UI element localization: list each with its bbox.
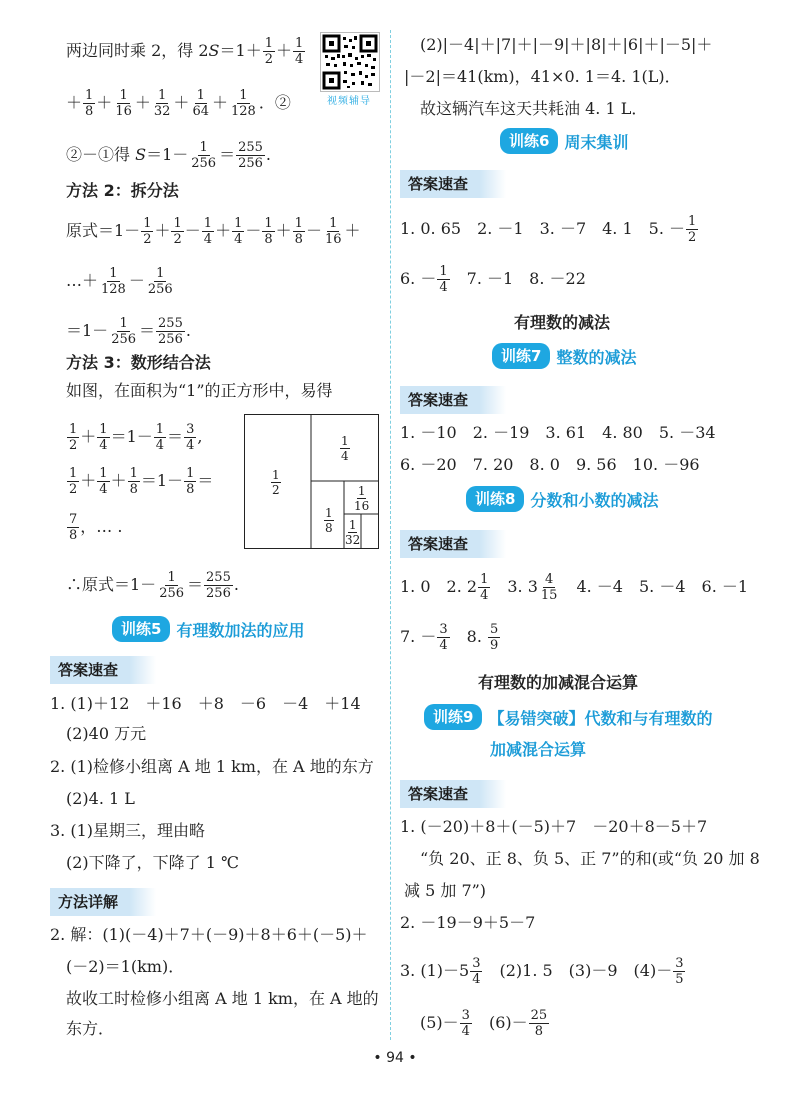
line-sum-continued: ＋ $\frac{1}{8}$ ＋ $\frac{1}{16}$ ＋ $\frac{1}{32}$ ＋ $\frac{1}{64}$ ＋ $\frac{1}{128}$ ．② [66,88,291,119]
training-6-banner [500,128,628,154]
method-3-heading: 方法 3：数形结合法 [66,353,211,372]
line-subtract: ②－①得 S＝1－ $\frac{1}{256}$ ＝ $\frac{255}{256}$ . [66,140,272,171]
right-line-1: (2)|－4|＋|7|＋|－9|＋|8|＋|6|＋|－5|＋ [420,35,713,54]
method-2-line-1: 原式＝1－ $\frac{1}{2}$ ＋ $\frac{1}{2}$ － $\frac{1}{4}$ ＋ $\frac{1}{4}$ － $\frac{1}{8}$ ＋ $\frac{1}{8}$ － $\frac{1}{16}$ ＋ [66,216,361,247]
page-number: • 94 • [373,1050,417,1066]
square-area-diagram [244,414,384,554]
section-title-subtraction: 有理数的减法 [514,313,611,332]
diagram-lines [244,414,384,550]
var-s: S [208,41,220,60]
method-3-eq-1: $\frac{1}{2}$ ＋ $\frac{1}{4}$ ＝1－ $\frac{1}{4}$ ＝ $\frac{3}{4}$ , [69,422,203,453]
method-2-line-3: ＝1－ $\frac{1}{256}$ ＝ $\frac{255}{256}$ . [66,316,191,347]
training-6-tag: 训练6 [500,128,558,154]
t9-answer-2: 2. －19－9＋5－7 [400,913,536,932]
t8-answers-line-1: 1. 0 2. 2 $\frac{1}{4}$ 3. 3 $\frac{4}{15}$ 4. －4 5. －4 6. －1 [400,572,749,603]
fraction: $\frac{1}{128}$ [231,88,256,119]
label-half: 1 2 [272,468,280,497]
answer-2: 2. (1)检修小组离 A 地 1 km，在 A 地的东方 [50,757,374,776]
section-title-mixed-operations: 有理数的加减混合运算 [478,673,639,692]
answer-3: 3. (1)星期三，理由略 [50,821,206,840]
answer-quick-check-box: 答案速查 [400,170,506,198]
fraction: $\frac{1}{2}$ [264,36,273,67]
label-sixteenth: 1 16 [354,484,370,513]
training-9-title-line-2: 加减混合运算 [490,740,587,759]
training-8-tag: 训练8 [466,486,524,512]
answer-quick-check-box: 答案速查 [400,780,506,808]
fraction: $\frac{1}{16}$ [115,88,132,119]
answer-quick-check-box: 答案速查 [400,530,506,558]
training-7-title: 整数的减法 [556,347,637,367]
t6-answers-line-2: 6. － $\frac{1}{4}$ 7. －1 8. －22 [400,264,586,295]
answer-quick-check-box: 答案速查 [400,386,506,414]
right-line-3: 故这辆汽车这天共耗油 4. 1 L． [420,99,648,118]
training-5-title: 有理数加法的应用 [176,620,305,640]
solution-line-3: 故收工时检修小组离 A 地 1 km，在 A 地的 [66,989,379,1008]
training-9-banner [424,704,712,730]
line-multiply: 两边同时乘 2，得 2S＝1＋ $\frac{1}{2}$ ＋ $\frac{1}{4}$ [66,36,304,67]
t7-answers-line-1: 1. －10 2. －19 3. 61 4. 80 5. －34 [400,423,716,442]
fraction: $\frac{1}{8}$ [85,88,94,119]
label-eighth: 1 8 [325,506,333,535]
training-8-banner [466,486,658,512]
method-detail-box: 方法详解 [50,888,156,916]
t9-answer-1-cont-2: 减 5 加 7”) [404,881,487,900]
t9-answer-1: 1. (－20)＋8＋(－5)＋7 －20＋8－5＋7 [400,817,708,836]
t7-answers-line-2: 6. －20 7. 20 8. 0 9. 56 10. －96 [400,455,700,474]
method-3-intro: 如图，在面积为“1”的正方形中，易得 [66,381,333,400]
answer-quick-check-box: 答案速查 [50,656,156,684]
solution-line-2: (－2)＝1(km)． [66,957,185,976]
t9-answer-3-cont: (5)－ $\frac{3}{4}$ (6)－ $\frac{25}{8}$ [420,1008,548,1039]
training-9-tag: 训练9 [424,704,482,730]
solution-line-4: 东方． [66,1019,115,1038]
fraction: $\frac{1}{64}$ [192,88,209,119]
answer-2-part-2: (2)4. 1 L [66,789,135,808]
answer-1-part-2: (2)40 万元 [66,724,147,743]
t8-answers-line-2: 7. － $\frac{3}{4}$ 8. $\frac{5}{9}$ [400,622,499,653]
method-3-eq-3: $\frac{7}{8}$ ，… . [69,512,123,543]
training-8-title: 分数和小数的减法 [530,490,659,510]
text: 两边同时乘 2，得 2 [66,41,209,60]
solution-line-1: 2. 解：(1)(－4)＋7＋(－9)＋8＋6＋(－5)＋ [50,925,368,944]
training-9-title: 【易错突破】代数和与有理数的 [488,708,713,728]
text: ＝1＋ [219,41,262,60]
label-thirtysecond: 1 32 [345,518,361,547]
qr-caption: 视频辅导 [327,96,371,107]
label-quarter: 1 4 [341,434,349,463]
therefore-line: ∴原式＝1－ $\frac{1}{256}$ ＝ $\frac{255}{256}$ . [66,570,239,601]
training-5-tag: 训练5 [112,616,170,642]
fraction: $\frac{1}{4}$ [295,36,304,67]
answer-3-part-2: (2)下降了，下降了 1 ℃ [66,853,239,872]
training-7-banner [492,343,636,369]
right-line-2: |－2|＝41(km)，41×0. 1＝4. 1(L)． [404,67,681,86]
fraction: $\frac{1}{256}$ [191,140,217,171]
fraction: $\frac{255}{256}$ [238,140,263,171]
fraction: $\frac{1}{32}$ [153,88,171,119]
method-3-eq-2: $\frac{1}{2}$ ＋ $\frac{1}{4}$ ＋ $\frac{1}{8}$ ＝1－ $\frac{1}{8}$ ＝ [69,466,214,497]
method-2-heading: 方法 2：拆分法 [66,181,179,200]
method-2-line-2: …＋ $\frac{1}{128}$ － $\frac{1}{256}$ [66,266,173,297]
training-6-title: 周末集训 [564,132,629,152]
answer-1: 1. (1)＋12 ＋16 ＋8 －6 －4 ＋14 [50,694,361,713]
column-divider [390,30,391,1040]
t6-answers-line-1: 1. 0. 65 2. －1 3. －7 4. 1 5. － $\frac{1}{2}$ [400,214,697,245]
t9-answer-1-cont: “负 20、正 8、负 5、正 7”的和(或“负 20 加 8 [420,849,760,868]
training-9-title-cont [490,737,586,760]
training-7-tag: 训练7 [492,343,550,369]
t9-answer-3: 3. (1)－5 $\frac{3}{4}$ (2)1. 5 (3)－9 (4)－ $\frac{3}{5}$ [400,956,684,987]
training-5-banner [112,616,304,642]
qr-code-image[interactable] [320,32,380,92]
